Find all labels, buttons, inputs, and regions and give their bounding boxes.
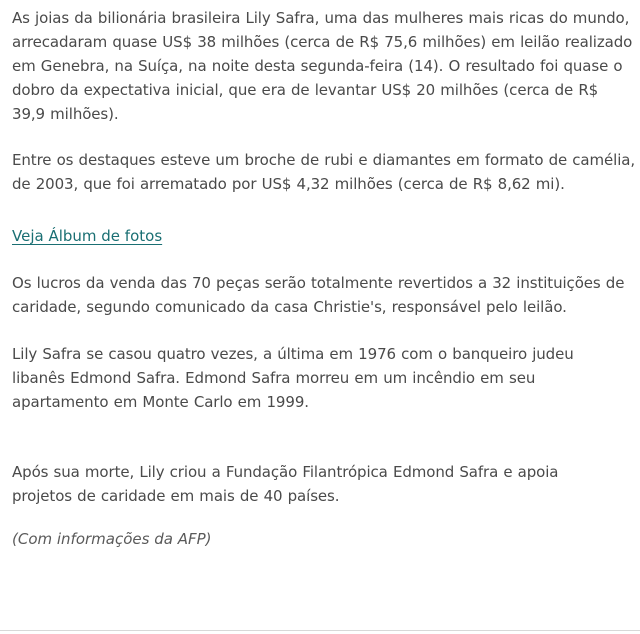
article-paragraph: Lily Safra se casou quatro vezes, a última em 1976 com o banqueiro judeu libanês Edmond Safra. Edmond Safra morreu em um incêndio em seu apartamento em Monte Carlo em 1999. xyxy=(12,345,574,411)
source-credit: (Com informações da AFP) xyxy=(12,530,212,548)
article-body xyxy=(12,6,636,566)
album-link-container xyxy=(12,224,636,248)
article-paragraph: Os lucros da venda das 70 peças serão totalmente revertidos a 32 instituições de caridade, segundo comunicado da casa Christie's, responsável pelo leilão. xyxy=(12,274,625,316)
photo-album-link[interactable]: Veja Álbum de fotos xyxy=(12,227,163,245)
article-paragraph: As joias da bilionária brasileira Lily Safra, uma das mulheres mais ricas do mundo, arrecadaram quase US$ 38 milhões (cerca de R$ 75,6 milhões) em leilão realizado em Genebra, na Suíça, na noite desta segunda-feira (14). O resultado foi quase o dobro da expectativa inicial, que era de levantar US$ 20 milhões (cerca de R$ 39,9 milhões). xyxy=(12,9,633,123)
article-paragraph: Entre os destaques esteve um broche de rubi e diamantes em formato de camélia, de 2003, que foi arrematado por US$ 4,32 milhões (cerca de R$ 8,62 mi). xyxy=(12,151,636,193)
article-paragraph: Após sua morte, Lily criou a Fundação Filantrópica Edmond Safra e apoia projetos de caridade em mais de 40 países. xyxy=(12,463,559,505)
bottom-divider xyxy=(0,630,640,631)
